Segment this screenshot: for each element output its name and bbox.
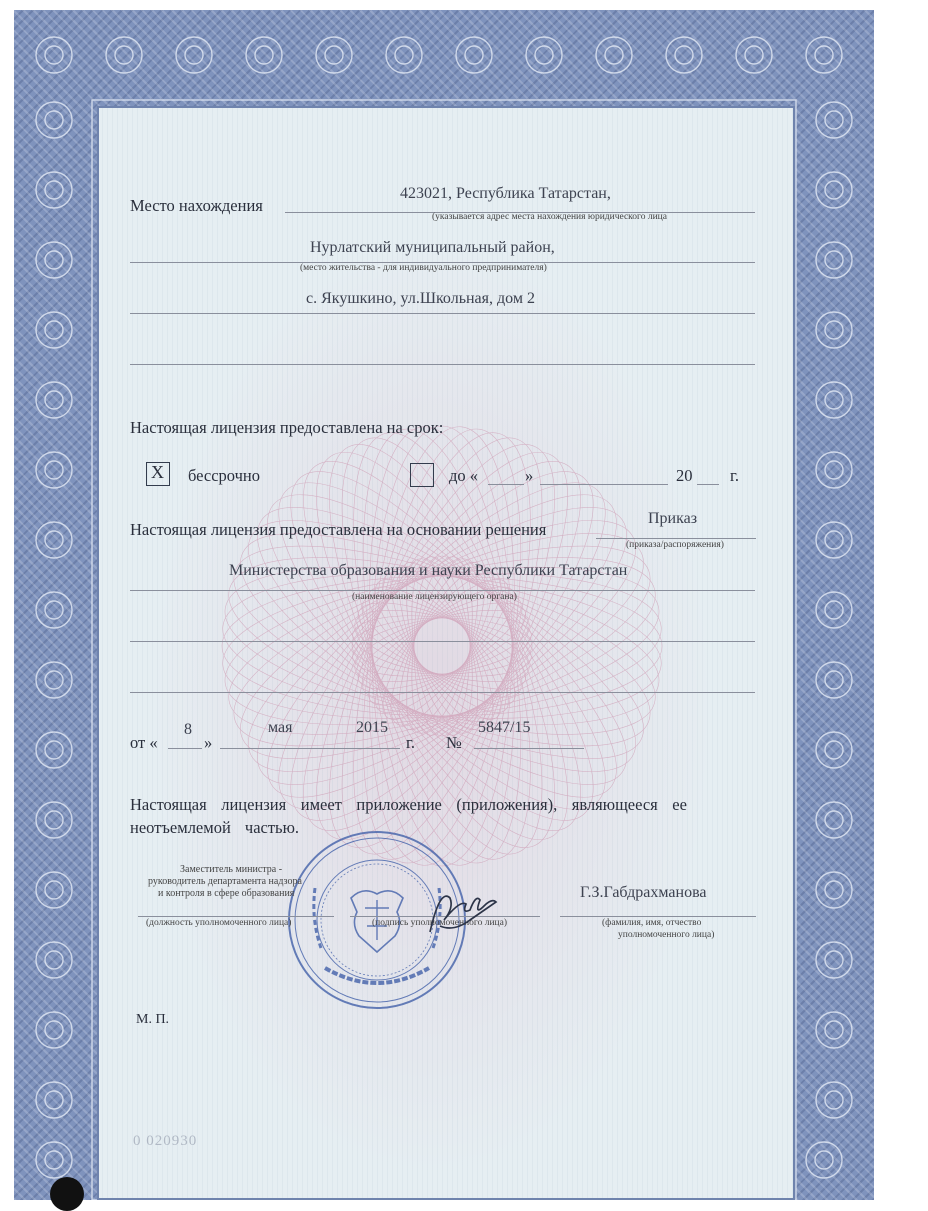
name-hint-2: уполномоченного лица) [618,930,715,940]
date-month: мая [268,719,293,736]
date-close-quote: » [204,733,213,752]
term-label: Настоящая лицензия предоставлена на срок: [130,418,444,437]
signature-hint: (подпись уполномоченного лица) [372,918,508,928]
until-day-line [488,484,524,485]
until-month-line [540,484,668,485]
signatory-name: Г.З.Габдрахманова [580,884,707,901]
address-line1-value: 423021, Республика Татарстан, [400,185,611,202]
license-number: 5847/15 [478,719,531,736]
basis-authority: Министерства образования и науки Республики Татарстан [229,562,628,579]
basis-line-3 [130,692,755,693]
position-line [138,916,334,917]
date-year-suffix: г. [406,733,416,752]
address-line3-value: с. Якушкино, ул.Школьная, дом 2 [306,290,535,307]
until-date-checkbox[interactable] [410,463,434,487]
signatory-position-line1: Заместитель министра - [180,864,283,875]
punch-hole-mark [50,1177,84,1211]
date-day: 8 [184,721,192,738]
basis-decision-hint: (приказа/распоряжения) [626,540,724,550]
date-day-line [168,748,202,749]
appendix-text-line1: Настоящая лицензия имеет приложение (приложения), являющееся ее [130,795,687,814]
name-hint-1: (фамилия, имя, отчество [602,918,702,928]
handwritten-signature [410,880,505,940]
basis-decision-line [596,538,756,539]
date-month-line [220,748,400,749]
basis-label: Настоящая лицензия предоставлена на основании решения [130,520,547,539]
address-line-3 [130,313,755,314]
date-year: 2015 [356,719,388,736]
number-sign: № [446,733,462,752]
address-hint-2: (место жительства - для индивидуального предпринимателя) [300,263,547,273]
basis-decision-type: Приказ [648,510,698,527]
basis-authority-line [130,590,755,591]
signatory-position-line3: и контроля в сфере образования [158,888,295,899]
until-quote-close: » [525,466,534,485]
until-year-suffix: г. [730,466,740,485]
seal-place-label: М. П. [136,1012,170,1027]
perpetual-check-mark: X [151,462,164,482]
perpetual-checkbox[interactable] [146,462,170,486]
address-hint-1: (указывается адрес места нахождения юридического лица [432,212,667,222]
appendix-text-line2: неотъемлемой частью. [130,818,300,837]
signatory-position-line2: руководитель департамента надзора [148,876,302,887]
address-line2-value: Нурлатский муниципальный район, [310,239,555,256]
number-line [474,748,584,749]
position-hint: (должность уполномоченного лица) [146,918,292,928]
address-line-4 [130,364,755,365]
date-prefix: от « [130,733,158,752]
name-line [560,916,756,917]
until-prefix: до « [449,466,479,485]
until-year-prefix: 20 [676,466,693,485]
perpetual-label: бессрочно [188,466,261,485]
basis-authority-hint: (наименование лицензирующего органа) [352,592,517,602]
basis-line-2 [130,641,755,642]
form-series-number: 0 020930 [133,1133,198,1149]
until-year-line [697,484,719,485]
address-label: Место нахождения [130,196,263,215]
